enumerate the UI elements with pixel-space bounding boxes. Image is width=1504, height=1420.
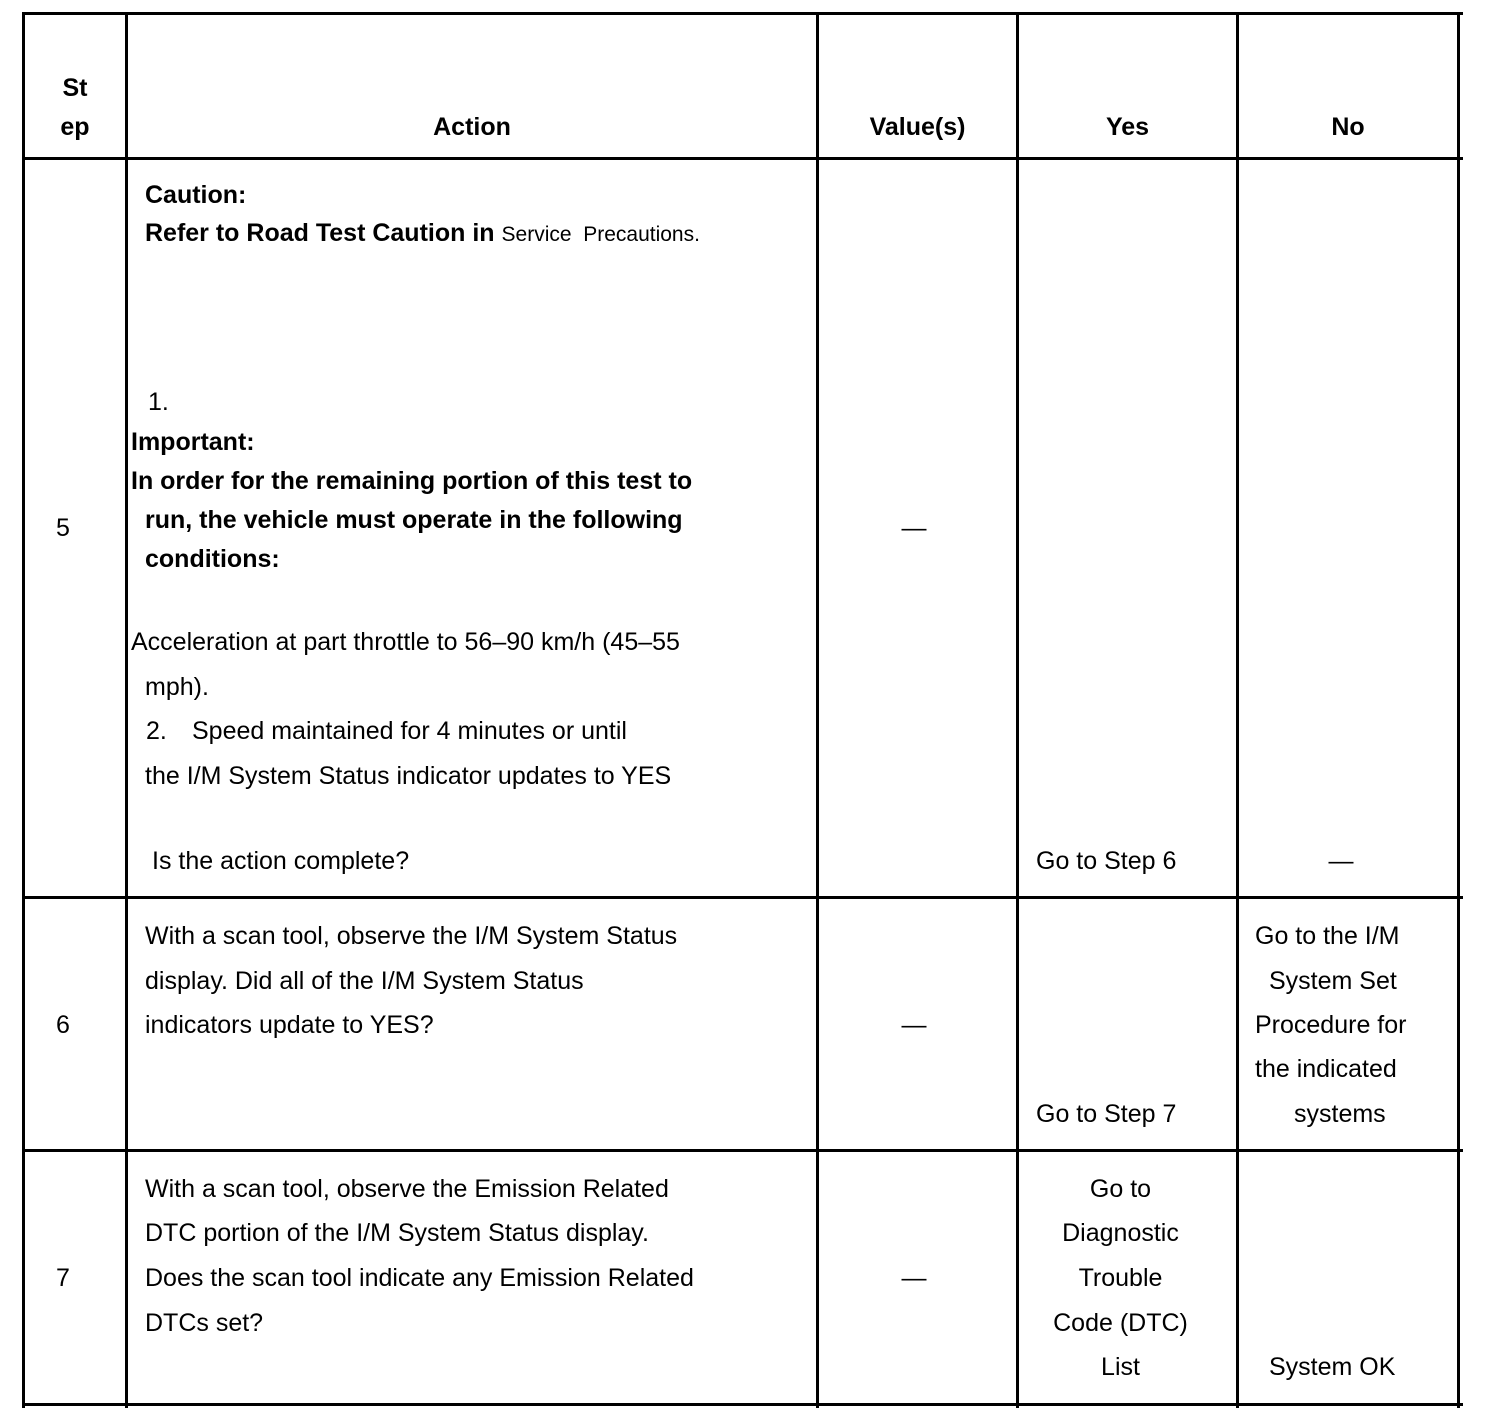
table-border-left	[22, 12, 25, 1408]
header-no: No	[1331, 113, 1365, 141]
header-divider	[22, 157, 1463, 160]
step-number: 6	[56, 1011, 70, 1039]
condition-line: Acceleration at part throttle to 56–90 km/h (45–55	[131, 628, 680, 656]
service-precautions-link[interactable]: Service Precautions.	[501, 223, 700, 246]
header-action: Action	[433, 113, 511, 141]
yes-action-link[interactable]: Go to Step 7	[1036, 1100, 1177, 1128]
action-line: DTCs set?	[145, 1309, 264, 1337]
caution-text	[145, 218, 700, 250]
yes-line: Go to	[1089, 1175, 1152, 1203]
row-divider-6	[22, 1149, 1463, 1152]
question-text: Is the action complete?	[152, 847, 410, 875]
column-divider-yes	[1236, 12, 1239, 1408]
yes-line: Trouble	[1078, 1264, 1163, 1292]
no-cell: —	[1328, 847, 1354, 875]
condition-line: mph).	[145, 673, 209, 701]
item-2-line: the I/M System Status indicator updates to YES	[145, 762, 672, 790]
value-cell: —	[901, 1264, 927, 1292]
table-border-bottom	[22, 1403, 1463, 1406]
no-line: Go to the I/M	[1255, 922, 1400, 950]
important-line: run, the vehicle must operate in the following	[145, 506, 683, 534]
value-cell: —	[901, 1011, 927, 1039]
row-divider-5	[22, 896, 1463, 899]
caution-label: Caution:	[145, 181, 247, 209]
yes-line: Diagnostic	[1062, 1219, 1179, 1247]
value-cell: —	[901, 514, 927, 542]
important-line: In order for the remaining portion of this test to	[131, 467, 693, 495]
step-number: 7	[56, 1264, 70, 1292]
action-line: DTC portion of the I/M System Status display.	[145, 1219, 649, 1247]
header-values: Value(s)	[869, 113, 966, 141]
action-line: With a scan tool, observe the I/M System Status	[145, 922, 678, 950]
action-line: With a scan tool, observe the Emission Related	[145, 1175, 669, 1203]
column-divider-step	[125, 12, 128, 1408]
no-line: System Set	[1269, 967, 1397, 995]
table-border-top	[22, 12, 1463, 15]
no-line: the indicated	[1255, 1055, 1397, 1083]
yes-action-link[interactable]: Go to Step 6	[1036, 847, 1177, 875]
action-line: display. Did all of the I/M System Status	[145, 967, 584, 995]
column-divider-action	[816, 12, 819, 1408]
item-2-line: Speed maintained for 4 minutes or until	[192, 717, 627, 745]
action-line: Does the scan tool indicate any Emission Related	[145, 1264, 694, 1292]
item-1-number: 1.	[148, 388, 169, 416]
yes-line: List	[1101, 1353, 1140, 1381]
important-label: Important:	[131, 428, 255, 456]
header-step-line1: St	[62, 74, 88, 102]
caution-text-main: Refer to Road Test Caution in	[145, 219, 495, 247]
header-step-line2: ep	[60, 113, 90, 141]
no-line: Procedure for	[1255, 1011, 1407, 1039]
no-cell: System OK	[1269, 1353, 1396, 1381]
action-line: indicators update to YES?	[145, 1011, 434, 1039]
important-line: conditions:	[145, 545, 280, 573]
no-line: systems	[1294, 1100, 1386, 1128]
step-number: 5	[56, 514, 70, 542]
table-border-right	[1457, 12, 1460, 1408]
item-2-number: 2.	[146, 717, 167, 745]
yes-line: Code (DTC)	[1053, 1309, 1188, 1337]
header-yes: Yes	[1105, 113, 1150, 141]
